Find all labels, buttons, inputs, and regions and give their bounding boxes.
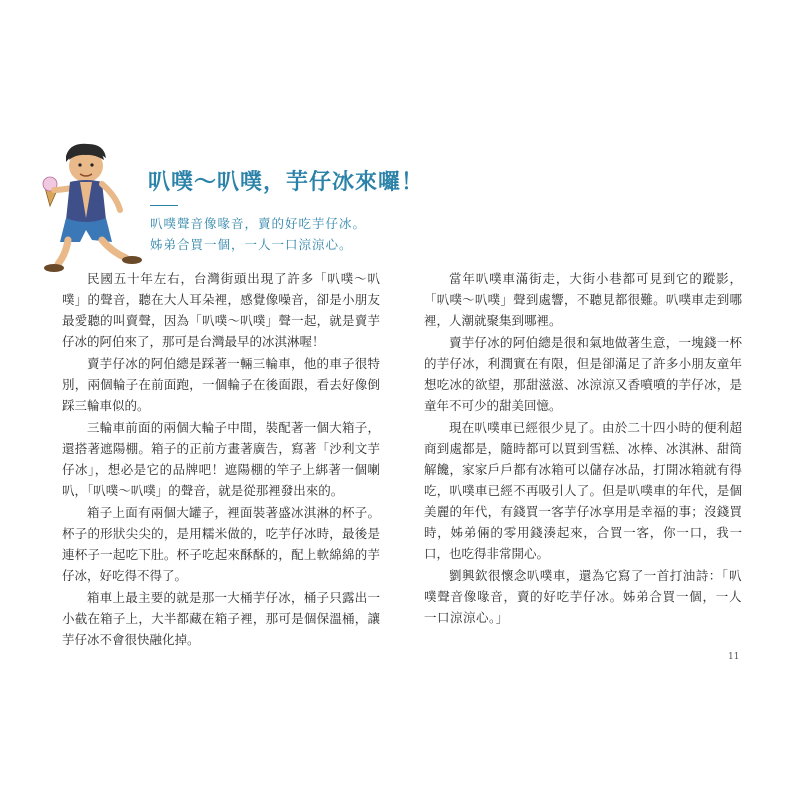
page-title: 叭噗～叭噗，芋仔冰來囉！ — [148, 170, 425, 195]
subtitle-line: 姊弟合買一個，一人一口涼涼心。 — [150, 237, 353, 252]
left-column — [62, 268, 380, 651]
closing-poem: 「叭噗聲音像喙音，賣的好吃芋仔冰。姊弟合買一個，一人一口涼涼心。」 — [424, 568, 742, 625]
paragraph: 賣芋仔冰的阿伯總是踩著一輛三輪車，他的車子很特別，兩個輪子在前面跑，一個輪子在後面跟，看去好像倒踩三輪車似的。 — [62, 356, 380, 413]
paragraph: 民國五十年左右，台灣街頭出現了許多「叭噗～叭噗」的聲音，聽在大人耳朵裡，感覺像噪音，卻是小朋友最愛聽的叫賣聲，因為「叭噗～叭噗」聲一起，就是賣芋仔冰的阿伯來了，那可是台灣最早的冰淇淋喔！ — [62, 271, 380, 349]
paragraph: 當年叭噗車滿街走，大街小巷都可見到它的蹤影，「叭噗～叭噗」聲到處響，不聽見都很難。叭噗車走到哪裡，人潮就聚集到哪裡。 — [424, 271, 742, 328]
paragraph: 箱子上面有兩個大罐子，裡面裝著盛冰淇淋的杯子。杯子的形狀尖尖的，是用糯米做的，吃芋仔冰時，最後是連杯子一起吃下肚。杯子吃起來酥酥的，配上軟綿綿的芋仔冰，好吃得不得了。 — [62, 505, 380, 583]
paragraph: 賣芋仔冰的阿伯總是很和氣地做著生意，一塊錢一杯的芋仔冰，利潤實在有限，但是卻滿足了許多小朋友童年想吃冰的欲望，那甜滋滋、冰涼涼又香噴噴的芋仔冰，是童年不可少的甜美回憶。 — [424, 335, 742, 413]
paragraph: 三輪車前面的兩個大輪子中間，裝配著一個大箱子，還搭著遮陽棚。箱子的正前方畫著廣告，寫著「沙利文芋仔冰」，想必是它的品牌吧！遮陽棚的竿子上綁著一個喇叭，「叭噗～叭噗」的聲音，就是從那裡發出來的。 — [62, 420, 380, 498]
subtitle-poem — [150, 213, 366, 255]
title-divider — [150, 205, 178, 206]
page-number: 11 — [728, 652, 740, 662]
paragraph: 箱車上最主要的就是那一大桶芋仔冰，桶子只露出一小截在箱子上，大半都藏在箱子裡，那可是個保溫桶，讓芋仔冰不會很快融化掉。 — [62, 590, 380, 647]
subtitle-line: 叭噗聲音像喙音，賣的好吃芋仔冰。 — [150, 216, 367, 231]
closing-lead: 劉興欽很懷念叭噗車，還為它寫了一首打油詩： — [449, 568, 722, 583]
boy-eating-ice-cream-illustration — [36, 138, 148, 278]
paragraph: 現在叭噗車已經很少見了。由於二十四小時的便利超商到處都是，隨時都可以買到雪糕、冰棒、冰淇淋、甜筒解饞，家家戶戶都有冰箱可以儲存冰品，打開冰箱就有得吃，叭噗車已經不再吸引人了。但是叭噗車的年代，是個美麗的年代，有錢買一客芋仔冰享用是幸福的事；沒錢買時，姊弟倆的零用錢湊起來，合買一客，你一口，我一口，也吃得非常開心。 — [424, 420, 742, 561]
right-column — [424, 268, 742, 629]
closing-paragraph — [424, 565, 742, 628]
